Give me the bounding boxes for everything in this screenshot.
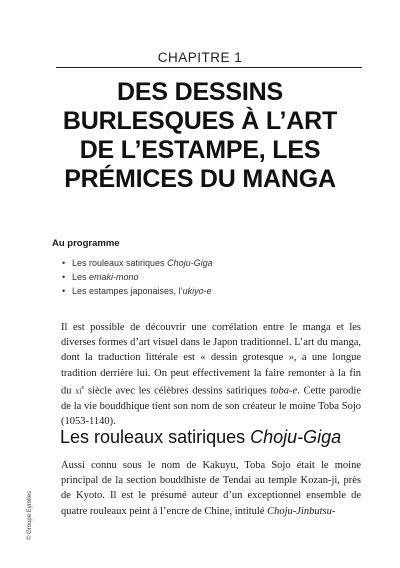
program-item-italic: ukiyo-e (182, 286, 212, 296)
copyright-notice: © Groupe Eyrolles (27, 490, 33, 540)
program-item (62, 256, 213, 270)
program-item (62, 270, 213, 284)
century-numeral: xi (75, 386, 82, 396)
section-heading-text: Les rouleaux satiriques (60, 427, 251, 447)
chapter-title-line-4: PRÉMICES DU MANGA (64, 165, 336, 193)
section-body-text: Aussi connu sous le nom de Kakuyu, Toba Sojo était le moine principal de la section bouddhiste de Tendai au temple Kozan-ji, près de Kyoto. Il est le présumé auteur d’un exceptionnel ensemble de quatre rouleaux peint à l’encre de Chine, intitulé (61, 460, 361, 517)
intro-text-3: . Cette parodie de la vie bouddhique tient son nom de son créateur le moine Toba Sojo (1053-1140). (61, 385, 361, 427)
section-heading-italic: Choju-Giga (250, 427, 342, 447)
intro-text-2: siècle avec les célèbres dessins satiriques (84, 385, 271, 397)
section-body-italic: Choju-Jinbutsu- (267, 505, 336, 517)
section-heading (60, 427, 341, 448)
program-item-text: Les rouleaux satiriques (72, 258, 168, 268)
chapter-title (40, 78, 360, 194)
program-item-italic: Choju-Giga (167, 258, 213, 268)
program-item-text: Les estampes japonaises, l’ (72, 286, 183, 296)
program-item (62, 284, 213, 298)
bullet-icon: • (62, 272, 66, 282)
chapter-title-line-3: DE L’ESTAMPE, LES (79, 136, 321, 164)
bullet-icon: • (62, 258, 66, 268)
program-item-italic: emaki-mono (89, 272, 139, 282)
section-paragraph (61, 458, 361, 519)
intro-term: toba-e (270, 385, 298, 397)
program-item-text: Les (72, 272, 90, 282)
chapter-title-line-1: DES DESSINS (117, 78, 283, 106)
program-heading: Au programme (52, 238, 120, 249)
intro-paragraph (61, 320, 361, 429)
century-superscript: e (81, 384, 85, 391)
chapter-title-line-2: BURLESQUES À L’ART (62, 107, 338, 135)
program-list (62, 256, 213, 298)
chapter-label: CHAPITRE 1 (157, 50, 243, 65)
intro-text-1: Il est possible de découvrir une corrélation entre le manga et les diverses formes d’art visuel dans le Japon traditionnel. L’art du manga, dont la traduction littérale est « dessin grotesque », a une longue tradition derrière lui. On peut effectivement la faire remonter à la fin du (61, 322, 361, 397)
chapter-rule (56, 67, 362, 68)
bullet-icon: • (62, 286, 66, 296)
